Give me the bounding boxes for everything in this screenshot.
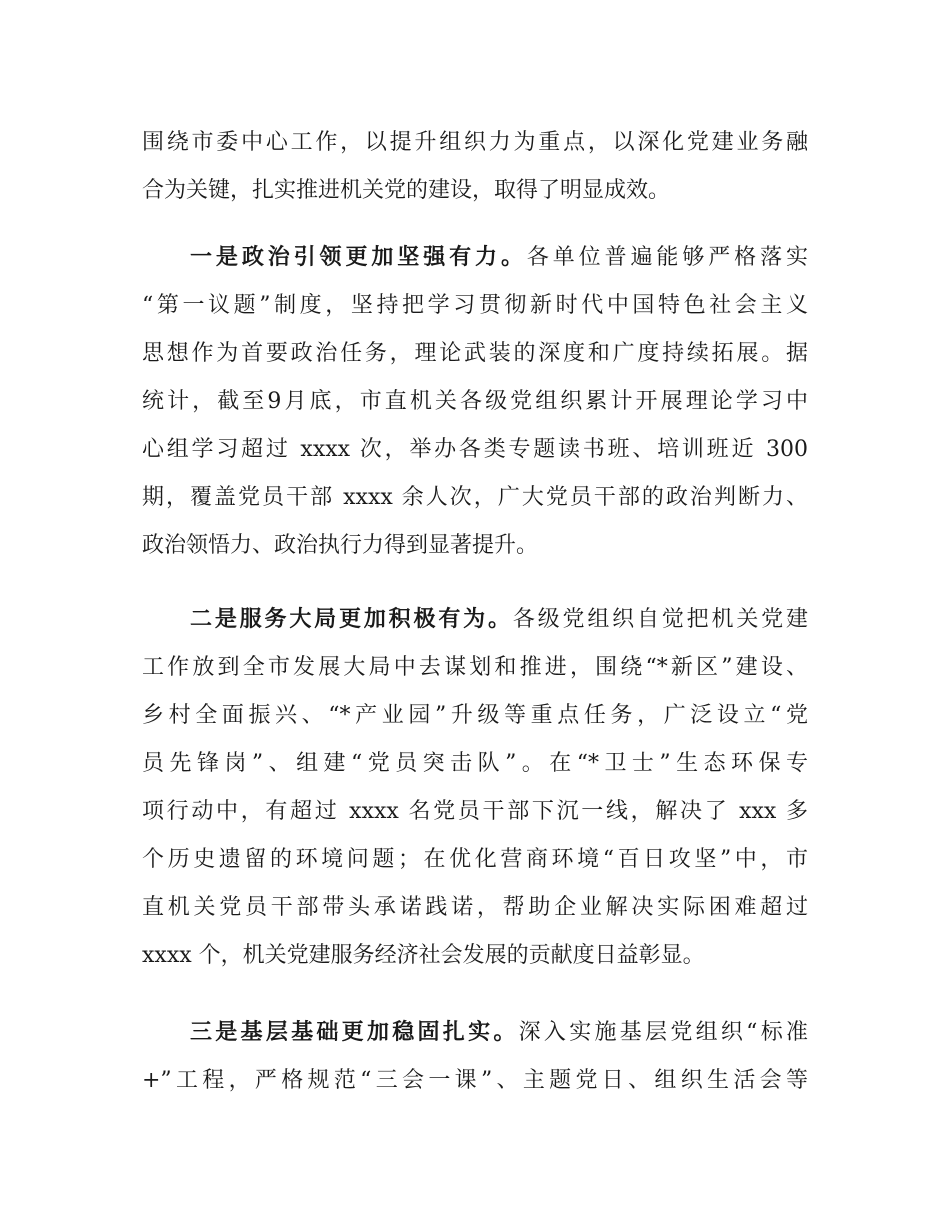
paragraph-2-line: 工作放到全市发展大局中去谋划和推进，围绕“*新区”建设、 <box>142 655 808 680</box>
paragraph-3-heading: 三是基层基础更加稳固扎实。 <box>190 1020 519 1045</box>
paragraph-1-text: 各单位普遍能够严格落实 <box>526 245 808 270</box>
paragraph-2-line: 项行动中，有超过 xxxx 名党员干部下沉一线，解决了 xxx 多 <box>142 799 808 824</box>
paragraph-1-line: 期，覆盖党员干部 xxxx 余人次，广大党员干部的政治判断力、 <box>142 485 808 510</box>
paragraph-2-line: 乡村全面振兴、“*产业园”升级等重点任务，广泛设立“党 <box>142 703 808 728</box>
paragraph-2-line: 直机关党员干部带头承诺践诺，帮助企业解决实际困难超过 <box>142 895 808 920</box>
paragraph-1-line: “第一议题”制度，坚持把学习贯彻新时代中国特色社会主义 <box>142 293 808 318</box>
paragraph-3-line: +”工程，严格规范“三会一课”、主题党日、组织生活会等 <box>142 1068 808 1093</box>
paragraph-1-line: 政治领悟力、政治执行力得到显著提升。 <box>142 533 539 558</box>
paragraph-2-heading: 二是服务大局更加积极有为。 <box>190 607 513 632</box>
paragraph-2-text: 各级党组织自觉把机关党建 <box>512 607 808 632</box>
paragraph-2-line: xxxx 个，机关党建服务经济社会发展的贡献度日益彰显。 <box>142 943 705 968</box>
paragraph-3-text: 深入实施基层党组织“标准 <box>518 1020 808 1045</box>
paragraph-2-first-line <box>190 605 808 635</box>
paragraph-2-line: 个历史遗留的环境问题；在优化营商环境“百日攻坚”中，市 <box>142 847 808 872</box>
paragraph-2-line: 员先锋岗”、组建“党员突击队”。在“*卫士”生态环保专 <box>142 751 808 776</box>
paragraph-3-first-line <box>190 1018 808 1048</box>
intro-line-1: 围绕市委中心工作，以提升组织力为重点，以深化党建业务融 <box>142 130 808 155</box>
intro-line-2: 合为关键，扎实推进机关党的建设，取得了明显成效。 <box>142 178 671 203</box>
paragraph-1-line: 统计，截至9月底，市直机关各级党组织累计开展理论学习中 <box>142 389 808 414</box>
paragraph-1-first-line <box>190 243 808 273</box>
paragraph-1-line: 心组学习超过 xxxx 次，举办各类专题读书班、培训班近 300 <box>142 437 808 462</box>
paragraph-1-line: 思想作为首要政治任务，理论武装的深度和广度持续拓展。据 <box>142 341 808 366</box>
paragraph-1-heading: 一是政治引领更加坚强有力。 <box>190 245 527 270</box>
